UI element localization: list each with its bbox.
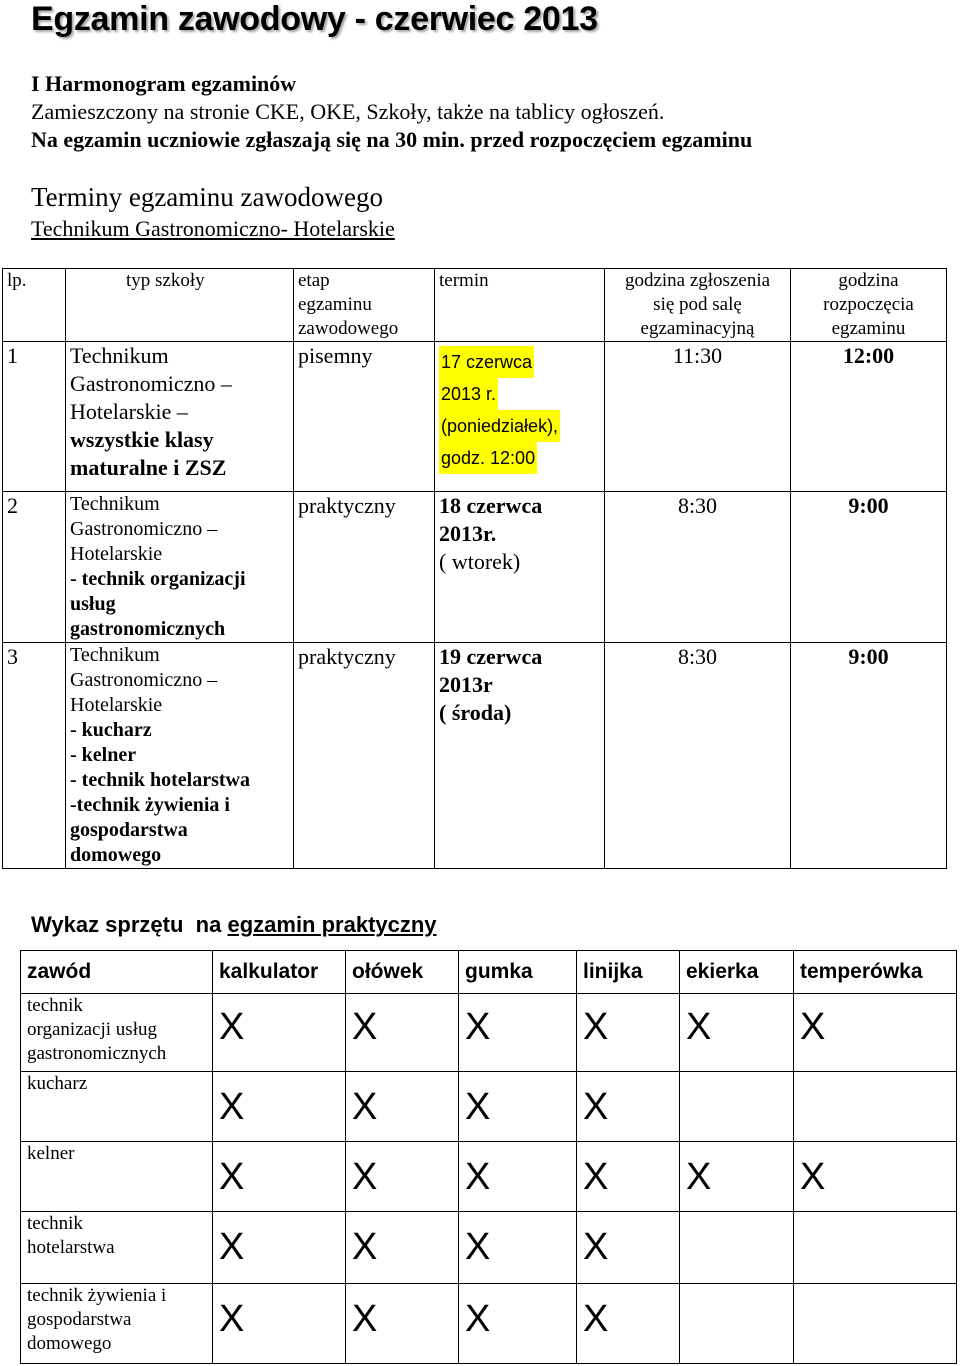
- profession-name: kucharz: [21, 1072, 213, 1142]
- equipment-row: [21, 1072, 957, 1142]
- row-report-time: 8:30: [605, 643, 791, 869]
- mark-ruler: X: [577, 1212, 680, 1284]
- equipment-row: [21, 1284, 957, 1364]
- header-date: termin: [435, 269, 605, 342]
- row-stage: praktyczny: [294, 643, 435, 869]
- schedule-header-row: [3, 269, 947, 342]
- mark-calculator: X: [213, 1212, 346, 1284]
- mark-sharpener: [794, 1284, 957, 1364]
- mark-ruler: X: [577, 1284, 680, 1364]
- row-school-type: Technikum Gastronomiczno – Hotelarskie – wszystkie klasy maturalne i ZSZ: [66, 342, 294, 492]
- row-report-time: 11:30: [605, 342, 791, 492]
- school-link[interactable]: Technikum Gastronomiczno- Hotelarskie: [31, 216, 395, 241]
- equipment-heading: Wykaz sprzętu na egzamin praktyczny: [31, 912, 437, 937]
- equipment-row: [21, 994, 957, 1072]
- schedule-row: [3, 643, 947, 869]
- intro-heading: I Harmonogram egzaminów: [31, 71, 297, 96]
- profession-name: technik organizacji usług gastronomicznych: [21, 994, 213, 1072]
- profession-name: technik żywienia i gospodarstwa domowego: [21, 1284, 213, 1364]
- header-profession: zawód: [21, 951, 213, 994]
- intro-block: [31, 70, 752, 154]
- mark-eraser: X: [459, 1284, 577, 1364]
- schedule-table: [2, 268, 947, 869]
- row-date: 19 czerwca 2013r ( środa): [435, 643, 605, 869]
- mark-pencil: X: [346, 1142, 459, 1212]
- mark-pencil: X: [346, 1284, 459, 1364]
- mark-ruler: X: [577, 1072, 680, 1142]
- page-title: Egzamin zawodowy - czerwiec 2013: [31, 0, 598, 38]
- row-number: 1: [3, 342, 66, 492]
- equipment-header-row: [21, 951, 957, 994]
- row-date: 17 czerwca 2013 r. (poniedziałek), godz. 12:00: [435, 342, 605, 492]
- mark-set-square: X: [680, 1142, 794, 1212]
- header-pencil: ołówek: [346, 951, 459, 994]
- mark-eraser: X: [459, 994, 577, 1072]
- mark-set-square: [680, 1072, 794, 1142]
- header-type: typ szkoły: [66, 269, 294, 342]
- mark-sharpener: [794, 1212, 957, 1284]
- mark-eraser: X: [459, 1212, 577, 1284]
- mark-sharpener: [794, 1072, 957, 1142]
- schedule-row: [3, 342, 947, 492]
- header-sharpener: temperówka: [794, 951, 957, 994]
- header-start-time: godzina rozpoczęcia egzaminu: [791, 269, 947, 342]
- row-stage: pisemny: [294, 342, 435, 492]
- mark-set-square: [680, 1212, 794, 1284]
- intro-line-arrival: Na egzamin uczniowie zgłaszają się na 30 min. przed rozpoczęciem egzaminu: [31, 127, 753, 152]
- mark-sharpener: X: [794, 1142, 957, 1212]
- mark-ruler: X: [577, 1142, 680, 1212]
- header-lp: lp.: [3, 269, 66, 342]
- mark-calculator: X: [213, 1142, 346, 1212]
- equipment-table: [20, 950, 957, 1364]
- mark-ruler: X: [577, 994, 680, 1072]
- mark-sharpener: X: [794, 994, 957, 1072]
- row-start-time: 9:00: [791, 643, 947, 869]
- row-start-time: 9:00: [791, 492, 947, 643]
- row-date: 18 czerwca 2013r. ( wtorek): [435, 492, 605, 643]
- mark-set-square: X: [680, 994, 794, 1072]
- profession-name: technik hotelarstwa: [21, 1212, 213, 1284]
- profession-name: kelner: [21, 1142, 213, 1212]
- row-number: 2: [3, 492, 66, 643]
- row-school-type: Technikum Gastronomiczno – Hotelarskie - kucharz - kelner - technik hotelarstwa -technik żywienia i gospodarstwa domowego: [66, 643, 294, 869]
- intro-line-publication: Zamieszczony na stronie CKE, OKE, Szkoły, także na tablicy ogłoszeń.: [31, 99, 665, 124]
- header-calculator: kalkulator: [213, 951, 346, 994]
- mark-calculator: X: [213, 1072, 346, 1142]
- header-set-square: ekierka: [680, 951, 794, 994]
- row-number: 3: [3, 643, 66, 869]
- row-school-type: Technikum Gastronomiczno – Hotelarskie - technik organizacji usług gastronomicznych: [66, 492, 294, 643]
- header-eraser: gumka: [459, 951, 577, 994]
- header-stage: etap egzaminu zawodowego: [294, 269, 435, 342]
- row-stage: praktyczny: [294, 492, 435, 643]
- header-report-time: godzina zgłoszenia się pod salę egzaminacyjną: [605, 269, 791, 342]
- mark-calculator: X: [213, 994, 346, 1072]
- row-start-time: 12:00: [791, 342, 947, 492]
- schedule-row: [3, 492, 947, 643]
- equipment-row: [21, 1142, 957, 1212]
- equipment-row: [21, 1212, 957, 1284]
- mark-pencil: X: [346, 1212, 459, 1284]
- mark-calculator: X: [213, 1284, 346, 1364]
- mark-set-square: [680, 1284, 794, 1364]
- terms-heading: Terminy egzaminu zawodowego: [31, 182, 383, 212]
- mark-eraser: X: [459, 1142, 577, 1212]
- header-ruler: linijka: [577, 951, 680, 994]
- mark-eraser: X: [459, 1072, 577, 1142]
- mark-pencil: X: [346, 994, 459, 1072]
- mark-pencil: X: [346, 1072, 459, 1142]
- row-report-time: 8:30: [605, 492, 791, 643]
